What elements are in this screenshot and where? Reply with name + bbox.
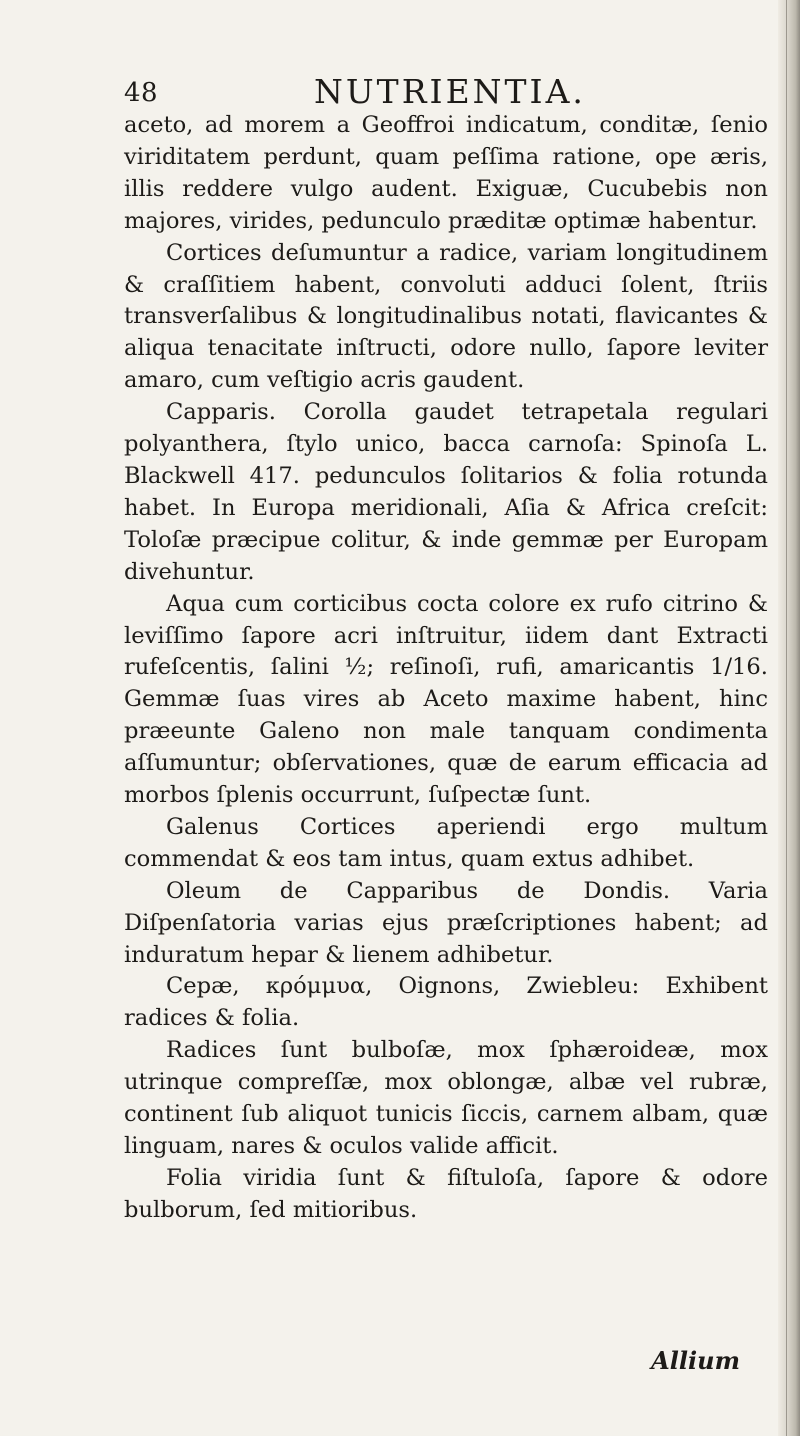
paragraph: Radices ſunt bulboſæ, mox ſphæroideæ, mox utrinque compreſſæ, mox oblongæ, albæ vel rubræ, continent ſub aliquot tunicis ſiccis, carnem albam, quæ linguam, nares & oculos valide afficit.: [124, 1037, 768, 1159]
paragraph: Folia viridia ſunt & fiſtuloſa, ſapore & odore bulborum, ſed mitioribus.: [124, 1164, 768, 1223]
catchword: Allium: [651, 1346, 740, 1375]
paragraph: Cortices deſumuntur a radice, variam longitudinem & craſſitiem habent, convoluti adduci ſolent, ſtriis transverſalibus & longitudinalibus notati, flavicantes & aliqua tenacitate inſtructi, odore nullo, ſapore leviter amaro, cum veſtigio acris gaudent.: [124, 239, 768, 394]
paragraph: aceto, ad morem a Geoffroi indicatum, conditæ, ſenio viriditatem perdunt, quam peſſima ratione, ope æris, illis reddere vulgo audent. Exiguæ, Cucubebis non majores, virides, pedunculo præditæ optimæ habentur.: [124, 112, 768, 234]
page-header: [124, 72, 684, 112]
paragraph: Capparis. Corolla gaudet tetrapetala regulari polyanthera, ſtylo unico, bacca carnoſa: Spinoſa L. Blackwell 417. pedunculos ſolitarios & folia rotunda habet. In Europa meridionali, Aſia & Africa creſcit: Toloſæ præcipue colitur, & inde gemmæ per Europam divehuntur.: [124, 399, 768, 585]
paragraph: Galenus Cortices aperiendi ergo multum commendat & eos tam intus, quam extus adhibet.: [124, 813, 768, 872]
page-edge: [778, 0, 800, 1436]
running-title: NUTRIENTIA.: [314, 72, 586, 111]
paragraph: Cepæ, κρόμμυα, Oignons, Zwiebleu: Exhibent radices & folia.: [124, 973, 768, 1032]
body-text: [124, 110, 768, 1227]
page-number: 48: [124, 78, 159, 108]
paragraph: Oleum de Capparibus de Dondis. Varia Diſpenſatoria varias ejus præſcriptiones habent; ad induratum hepar & lienem adhibetur.: [124, 877, 768, 968]
paragraph: Aqua cum corticibus cocta colore ex rufo citrino & leviſſimo ſapore acri inſtruitur, iidem dant Extracti rufeſcentis, ſalini ½; reſinoſi, rufi, amaricantis 1/16. Gemmæ ſuas vires ab Aceto maxime habent, hinc præeunte Galeno non male tanquam condimenta aſſumuntur; obſervationes, quæ de earum efficacia ad morbos ſplenis occurrunt, ſuſpectæ ſunt.: [124, 590, 768, 809]
